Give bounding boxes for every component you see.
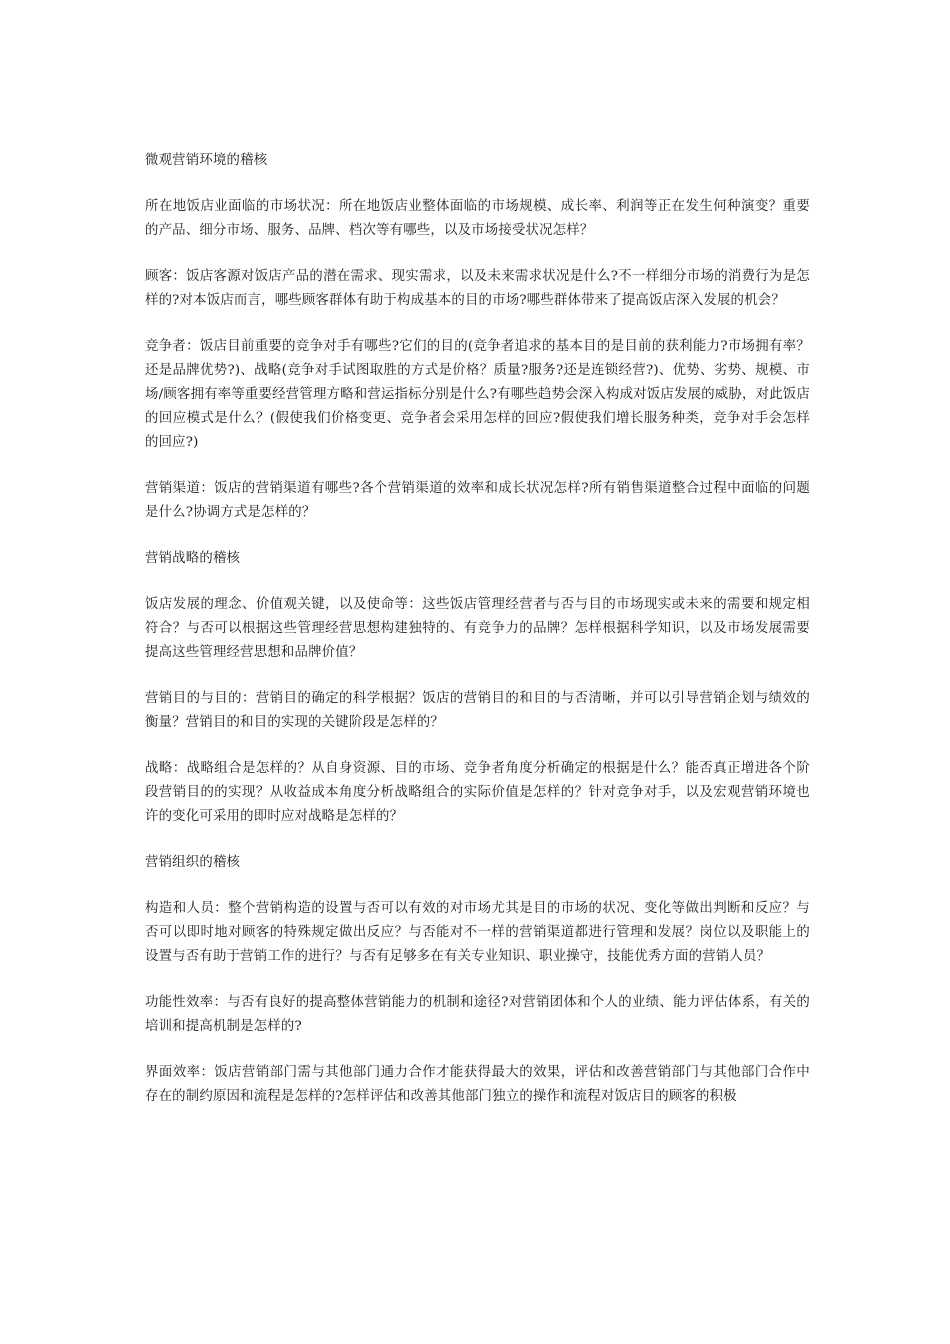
- paragraph-structure-staff: 构造和人员：整个营销构造的设置与否可以有效的对市场尤其是目的市场的状况、变化等做出判断和反应？与否可以即时地对顾客的特殊规定做出反应？与否能对不一样的营销渠道都进行管理和发展？岗位以及职能上的设置与否有助于营销工作的进行？与否有足够多在有关专业知识、职业操守，技能优秀方面的营销人员？: [145, 901, 810, 964]
- paragraph-strategy-mix: 战略：战略组合是怎样的？从自身资源、目的市场、竞争者角度分析确定的根据是什么？能否真正增进各个阶段营销目的的实现？从收益成本角度分析战略组合的实际价值是怎样的？针对竞争对手，以及宏观营销环境也许的变化可采用的即时应对战略是怎样的？: [145, 761, 810, 824]
- paragraph-interface-efficiency: 界面效率：饭店营销部门需与其他部门通力合作才能获得最大的效果，评估和改善营销部门与其他部门合作中存在的制约原因和流程是怎样的?怎样评估和改善其他部门独立的操作和流程对饭店目的顾客的积极: [145, 1065, 810, 1104]
- paragraph-functional-efficiency: 功能性效率：与否有良好的提高整体营销能力的机制和途径?对营销团体和个人的业绩、能力评估体系，有关的培训和提高机制是怎样的?: [145, 995, 810, 1034]
- section-heading-organization: 营销组织的稽核: [145, 855, 241, 870]
- section-heading-strategy: 营销战略的稽核: [145, 551, 241, 566]
- paragraph-marketing-channels: 营销渠道：饭店的营销渠道有哪些?各个营销渠道的效率和成长状况怎样?所有销售渠道整合过程中面临的问题是什么?协调方式是怎样的？: [145, 481, 810, 520]
- paragraph-market-status: 所在地饭店业面临的市场状况：所在地饭店业整体面临的市场规模、成长率、利润等正在发生何种演变？重要的产品、细分市场、服务、品牌、档次等有哪些，以及市场接受状况怎样？: [145, 199, 810, 238]
- document-body: [145, 149, 810, 1131]
- paragraph-competitors: 竞争者：饭店目前重要的竞争对手有哪些?它们的目的(竞争者追求的基本目的是目前的获利能力?市场拥有率？还是品牌优势?)、战略(竞争对手试图取胜的方式是价格？质量?服务?还是连锁经营?)、优势、劣势、规模、市场/顾客拥有率等重要经营管理方略和营运指标分别是什么?有哪些趋势会深入构成对饭店发展的威胁，对此饭店的回应模式是什么？(假使我们价格变更、竞争者会采用怎样的回应?假使我们增长服务种类，竞争对手会怎样的回应?): [145, 339, 810, 450]
- paragraph-philosophy-values: 饭店发展的理念、价值观关键，以及使命等：这些饭店管理经营者与否与目的市场现实或未来的需要和规定相符合？与否可以根据这些管理经营思想构建独特的、有竞争力的品牌？怎样根据科学知识，以及市场发展需要提高这些管理经营思想和品牌价值？: [145, 597, 810, 660]
- section-heading-micro-environment: 微观营销环境的稽核: [145, 153, 268, 168]
- paragraph-customers: 顾客：饭店客源对饭店产品的潜在需求、现实需求，以及未来需求状况是什么?不一样细分市场的消费行为是怎样的?对本饭店而言，哪些顾客群体有助于构成基本的目的市场?哪些群体带来了提高饭店深入发展的机会？: [145, 269, 810, 308]
- paragraph-marketing-goals: 营销目的与目的：营销目的确定的科学根据？饭店的营销目的和目的与否清晰，并可以引导营销企划与绩效的衡量？营销目的和目的实现的关键阶段是怎样的？: [145, 691, 810, 730]
